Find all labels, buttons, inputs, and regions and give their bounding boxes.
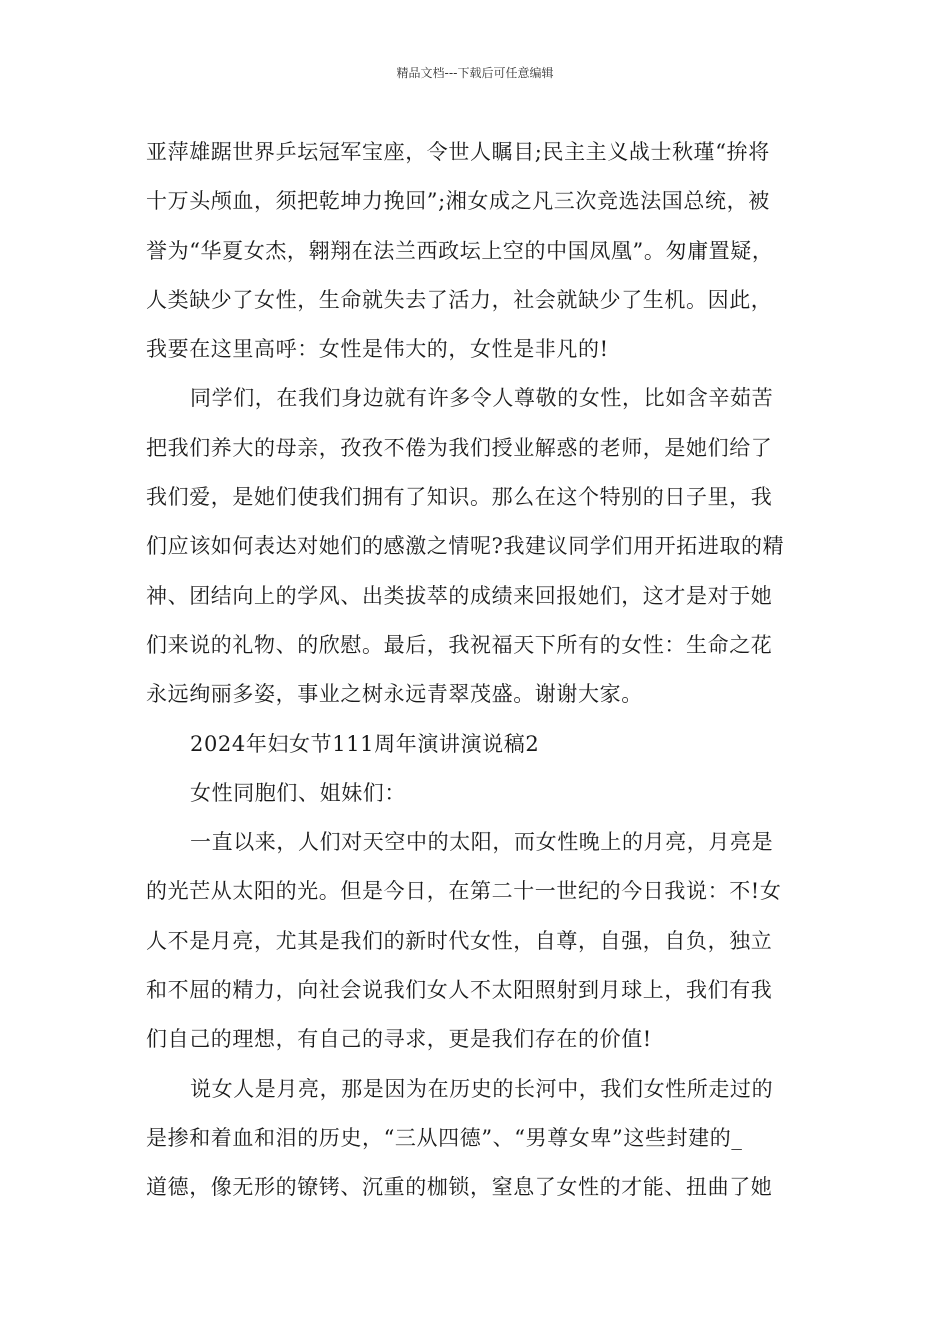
text-line: 神、团结向上的学风、出类拔萃的成绩来回报她们，这才是对于她 [146, 583, 773, 608]
text-line: 亚萍雄踞世界乒坛冠军宝座，令世人瞩目;民主主义战士秋瑾“拚将 [146, 140, 770, 164]
text-line: 是掺和着血和泪的历史，“三从四德”、“男尊女卑”这些封建的_ [146, 1125, 743, 1150]
text-line: 人不是月亮，尤其是我们的新时代女性，自尊，自强，自负，独立 [146, 928, 773, 953]
text-line: 誉为“华夏女杰，翱翔在法兰西政坛上空的中国凤凰”。匆庸置疑， [146, 238, 774, 263]
text-line: 们来说的礼物、的欣慰。最后，我祝福天下所有的女性：生命之花 [146, 632, 773, 657]
text-line: 把我们养大的母亲，孜孜不倦为我们授业解惑的老师，是她们给了 [146, 435, 773, 460]
text-line: 永远绚丽多姿，事业之树永远青翠茂盛。谢谢大家。 [146, 682, 643, 707]
text-line: 我要在这里高呼：女性是伟大的，女性是非凡的! [146, 337, 609, 362]
text-line: 说女人是月亮，那是因为在历史的长河中，我们女性所走过的 [190, 1076, 774, 1101]
salutation: 女性同胞们、姐妹们： [190, 780, 406, 805]
text-line: 人类缺少了女性，生命就失去了活力，社会就缺少了生机。因此， [146, 287, 773, 312]
section-title: 2024年妇女节111周年演讲演说稿2 [190, 731, 540, 756]
text-line: 十万头颅血，须把乾坤力挽回”;湘女成之凡三次竞选法国总统，被 [146, 189, 770, 214]
text-line: 同学们，在我们身边就有许多令人尊敬的女性，比如含辛茹苦 [190, 386, 774, 411]
document-body [146, 128, 826, 1213]
text-line: 们自己的理想，有自己的寻求，更是我们存在的价值! [146, 1027, 652, 1052]
text-line: 道德，像无形的镣铐、沉重的枷锁，窒息了女性的才能、扭曲了她 [146, 1175, 773, 1200]
text-line: 的光芒从太阳的光。但是今日，在第二十一世纪的今日我说：不!女 [146, 879, 782, 904]
page-header: 精品文档---下载后可任意编辑 [396, 66, 554, 80]
text-line: 们应该如何表达对她们的感激之情呢?我建议同学们用开拓进取的精 [146, 534, 785, 559]
text-line: 我们爱，是她们使我们拥有了知识。那么在这个特别的日子里，我 [146, 485, 773, 510]
text-line: 和不屈的精力，向社会说我们女人不太阳照射到月球上，我们有我 [146, 978, 773, 1003]
text-line: 一直以来，人们对天空中的太阳，而女性晚上的月亮，月亮是 [190, 830, 774, 855]
